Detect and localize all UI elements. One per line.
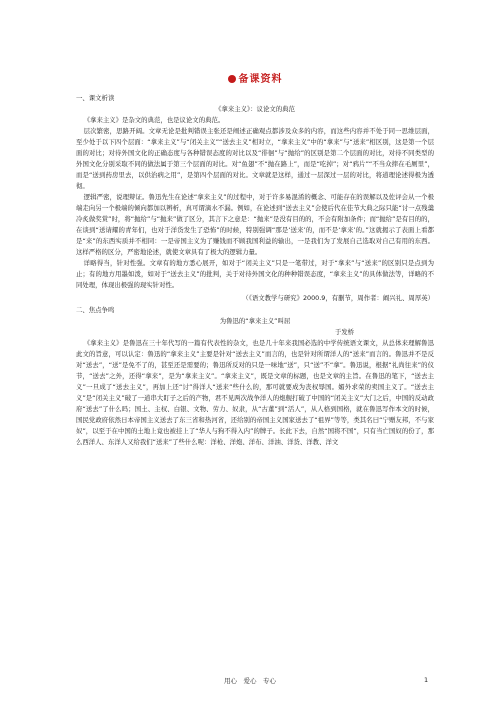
page-heading-text: 备课资料 <box>238 74 283 85</box>
author-name: 于发桥 <box>334 328 354 336</box>
section-title-2: 二、焦点争鸣 <box>76 306 115 314</box>
paragraph: 详略得当，针对性强。文章有的地方悉心展开，如对于“闭关主义”只是一笔带过，对于“拿来”与“送来”的区别只是点到为止；有的地方用墨如泼，如对于“送去主义”的批判，关于对待外国文化的种种错误态度，“拿来主义”的具体做法等，详略的不同处理，体现出极强的现实针对性。 <box>76 259 434 289</box>
page-footer: 用心 爱心 专心 <box>224 677 276 685</box>
paragraph: 层次繁密，思路开阔。文章无论是批判错误主张还是阐述正确观点都涉及众多的内容，而这些内容并不处于同一思维层面，至少处于以下四个层面：“拿来主义”与“闭关主义”“送去主义”相对立，“拿来主义”中的“拿来”与“送来”相区别，这是第一个层面的对比；对待外国文化的正确态度与各种错误态度的对比以及“徘徊”与“抛给”的区别是第二个层面的对比，对待不同类型的外国文化分别采取不同的做法属于第三个层面的对比。对“鱼翅”不“抛在路上”，而是“吃掉”；对“鸦片”“不当众摔在毛厕里”，而是“送到药房里去，以供治病之用”，是第四个层面的对比。文章就是这样，通过一层深过一层的对比，将道理论述得极为透彻。 <box>76 127 434 190</box>
page-number: 1 <box>424 676 429 684</box>
section-title-1: 一、课文析读 <box>76 94 115 102</box>
section-subtitle-1: 《拿来主义》：议论文的典范 <box>215 105 295 113</box>
citation: （《语文教学与研究》2000.9，有删节，周作者：阚兴礼、周厚英） <box>242 294 434 302</box>
paragraph: 逻辑严密，说理辩证。鲁迅先生在论述“拿来主义”的过程中，对于许多易混淆的概念、可能存在的误解以及佐评会从一个极端走向另一个极端的倾向都加以辨析，真可谓滴水不漏。例如，在论述到“送去主义”会使后代在佳节大典之际只能“讨一点残羹冷炙做奖赏”时，将“抛给”与“抛来”做了区分，其言下之意是：“抛来”是没有目的的，不会有附加条件；而“抛给”是有目的的，在谈到“送请耀的青年们，也对于洋货发生了恐怖”的时候，特别强调“那是‘送来’的，而不是‘拿来’的。”这就揭示了表面上看都是“来”的东西实质并不相同：一是帝国主义为了赚钱而不顾我国利益的输出，一是我们为了发展自己选取对自己有用的东西。这样严格的区分，严密地论述，就使文章具有了极大的逻辑力量。 <box>76 193 434 256</box>
paragraph: 《拿来主义》是鲁迅在三十年代写的一篇有代表性的杂文，也是几十年来我国必选的中学传统语文课文，从总体来理解鲁迅此文的旨意，可以认定：鲁迅的“拿来主义”主要是针对“送去主义”而言的，也是针对所谓洋人的“送来”而言的。鲁迅并不是反对“送去”，“送”是免不了的，甚至还是需要的；鲁迅所反对的只是一味地“送”，只“送”不“拿”。鲁迅说，根据“礼尚往来”的仪节，“送去”之外，还得“拿来”，是为“拿来主义”。“拿来主义”，既是文章的标题，也是文章的主旨。在鲁迅的笔下，“送去主义”一旦成了“送去主义”，再加上还“讨”得洋人“送来”些什么的，那可就要成为丧权辱国。媚外求荣的卖国主义了。“送去主义”是“闭关主义”破了一道串大盯子之后的产物，君不见两次战争洋人的炮舰打破了中国的“闭关主义”大门之后，中国的反动政府“送去”了什么吗；国土、主权、白银、文物、劳力、奴隶，从“古董”到“活人”，从人格到国格，就在鲁迅写作本文的时候，国民党政府依然日本帝国主义送去了东三省和热河省，还给别的帝国主义国家送去了“祖界”等等，类其名曰“宁赠友邦，不与家奴”，以至于在中国的土地上竟也被挂上了“华人与狗不得入内”的牌子。长此下去，自然“国将不国”，只有当亡国奴的份了，那么西洋人、东洋人又给我们“送来”了些什么呢：洋枪、洋炮、洋布、洋油、洋货、洋教、洋文 <box>76 339 434 446</box>
paragraph: 《拿来主义》是杂文的典范，也是议论文的典范。 <box>83 116 225 124</box>
bullet-dot-icon <box>228 75 236 83</box>
page-heading <box>76 70 434 85</box>
section-subtitle-2: 为鲁迅的“拿来主义”叫屈 <box>219 317 291 325</box>
